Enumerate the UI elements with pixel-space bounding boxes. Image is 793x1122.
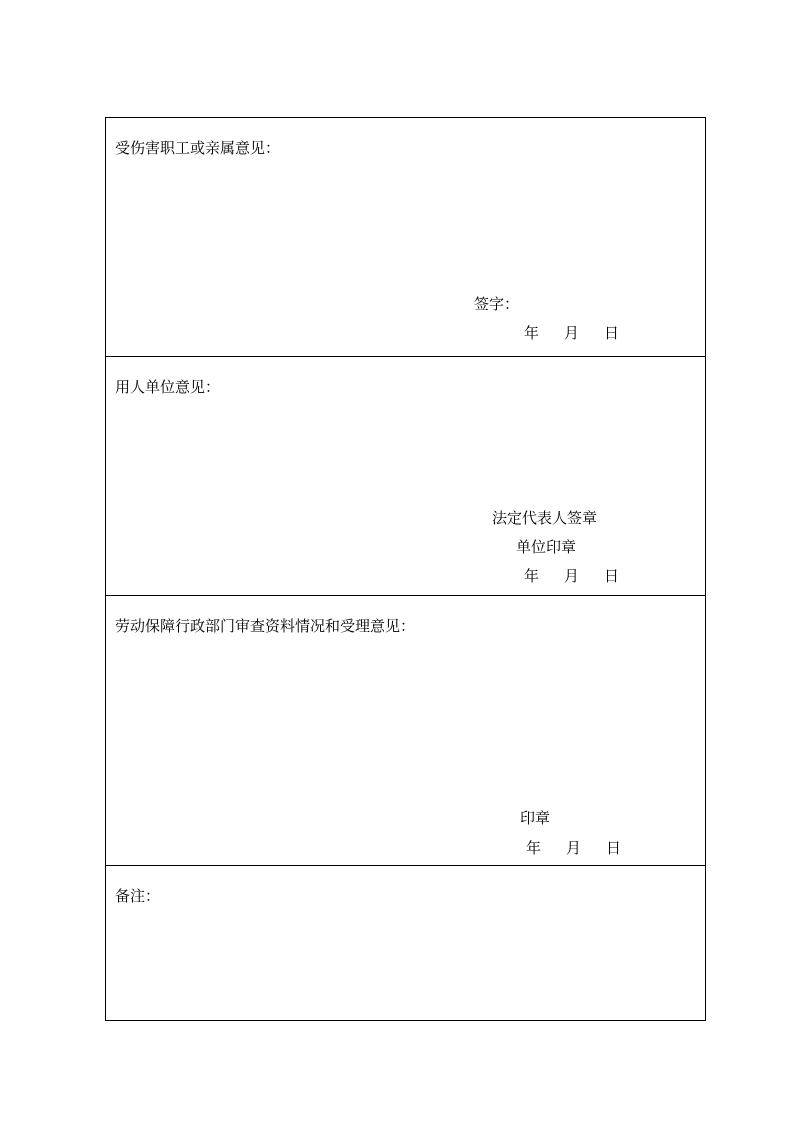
employer-opinion-heading: 用人单位意见： bbox=[115, 378, 221, 396]
worker-date-month: 月 bbox=[564, 324, 580, 342]
worker-date-year: 年 bbox=[524, 324, 540, 342]
opinion-form-table bbox=[105, 117, 706, 1021]
legal-representative-seal-label: 法定代表人签章 bbox=[492, 509, 598, 527]
employer-date-day: 日 bbox=[604, 567, 620, 585]
remarks-section bbox=[106, 866, 705, 1020]
labor-department-seal-label: 印章 bbox=[520, 809, 551, 827]
worker-signature-label: 签字： bbox=[474, 295, 520, 313]
worker-date-day: 日 bbox=[604, 324, 620, 342]
worker-opinion-section bbox=[106, 118, 705, 357]
remarks-heading: 备注： bbox=[115, 887, 161, 905]
labor-department-opinion-heading: 劳动保障行政部门审查资料情况和受理意见： bbox=[115, 617, 416, 635]
labor-department-date-year: 年 bbox=[526, 839, 542, 857]
labor-department-date-month: 月 bbox=[566, 839, 582, 857]
labor-department-opinion-section bbox=[106, 596, 705, 866]
employer-date-month: 月 bbox=[564, 567, 580, 585]
employer-seal-label: 单位印章 bbox=[516, 538, 577, 556]
employer-date-year: 年 bbox=[524, 567, 540, 585]
employer-opinion-section bbox=[106, 357, 705, 596]
labor-department-date-day: 日 bbox=[606, 839, 622, 857]
worker-opinion-heading: 受伤害职工或亲属意见： bbox=[115, 139, 281, 157]
